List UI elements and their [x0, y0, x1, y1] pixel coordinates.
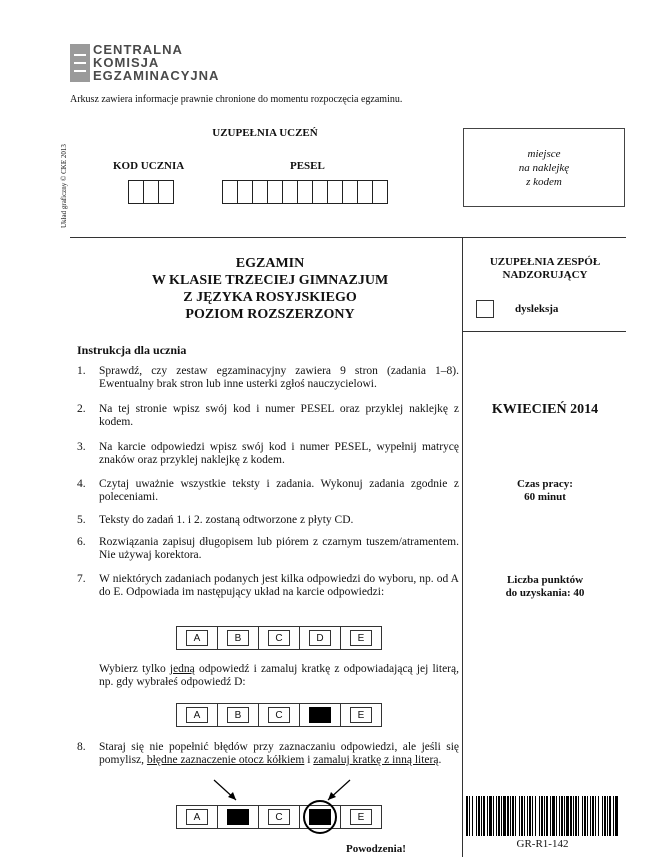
pesel-digit-box[interactable]: [237, 180, 252, 204]
barcode-bar: [476, 796, 477, 836]
instruction-7-followup: [99, 663, 459, 689]
barcode-bar: [519, 796, 520, 836]
barcode-bar: [570, 796, 572, 836]
answer-cell: [176, 626, 217, 650]
barcode-bar: [527, 796, 528, 836]
answer-letter: E: [350, 707, 372, 723]
barcode-bar: [483, 796, 485, 836]
barcode-bar: [535, 796, 536, 836]
answer-cell: [217, 626, 258, 650]
logo-line: EGZAMINACYJNA: [93, 68, 220, 83]
barcode-bar: [493, 796, 494, 836]
answer-cell-filled: [299, 703, 340, 727]
barcode-bar: [541, 796, 543, 836]
code-digit-box[interactable]: [158, 180, 174, 204]
good-luck-text: Powodzenia!: [346, 843, 406, 855]
barcode-bar: [566, 796, 569, 836]
barcode-bar: [487, 796, 488, 836]
barcode-bar: [521, 796, 523, 836]
time-line: Czas pracy:: [517, 478, 573, 490]
item-text: Na karcie odpowiedzi wpisz swój kod i numer PESEL, wypełnij matrycę znaków oraz przyklej naklejkę z kodem.: [99, 441, 459, 466]
text-span: Wybierz tylko: [99, 663, 170, 675]
item-number: 1.: [77, 365, 86, 377]
item-number: 2.: [77, 403, 86, 415]
barcode-bar: [592, 796, 594, 836]
answer-cell: [258, 626, 299, 650]
pesel-digit-box[interactable]: [222, 180, 237, 204]
logo-line: CENTRALNA: [93, 42, 183, 57]
underlined-text: zamaluj kratkę z inną literą: [313, 754, 439, 766]
barcode-bar: [578, 796, 579, 836]
cke-logo-icon: [70, 44, 90, 82]
exam-title-line: EGZAMIN: [235, 256, 305, 271]
barcode-bar: [546, 796, 548, 836]
answer-letter: B: [227, 630, 249, 646]
answer-letter: C: [268, 707, 290, 723]
points-line: do uzyskania: 40: [505, 587, 585, 599]
answer-cell-filled: [217, 805, 258, 829]
pesel-digit-box[interactable]: [252, 180, 267, 204]
dyslexia-checkbox[interactable]: [476, 300, 494, 318]
item-text: Czytaj uważnie wszystkie teksty i zadania. Wykonuj zadania zgodnie z poleceniami.: [99, 478, 459, 503]
barcode-bar: [561, 796, 563, 836]
answer-letter: E: [350, 630, 372, 646]
pesel-digit-box[interactable]: [282, 180, 297, 204]
barcode-bar: [496, 796, 497, 836]
exam-date: KWIECIEŃ 2014: [491, 402, 599, 417]
exam-title: [90, 255, 450, 323]
answer-example-empty: [176, 626, 382, 650]
pesel-label: PESEL: [290, 160, 325, 172]
answer-cell: [217, 703, 258, 727]
answer-cell-circled: [299, 805, 340, 829]
barcode-bar: [510, 796, 511, 836]
legal-notice: Arkusz zawiera informacje prawnie chronione do momentu rozpoczęcia egzaminu.: [70, 94, 403, 105]
answer-letter: B: [227, 707, 249, 723]
barcode-bar: [609, 796, 611, 836]
barcode-bar: [604, 796, 606, 836]
barcode-bar: [529, 796, 531, 836]
answer-cell: [258, 805, 299, 829]
item-number: 3.: [77, 441, 86, 453]
answer-letter: A: [186, 809, 208, 825]
barcode-bar: [595, 796, 596, 836]
answer-letter: A: [186, 707, 208, 723]
answer-example-corrected: [176, 805, 382, 829]
item-text: Rozwiązania zapisuj długopisem lub piórem z czarnym tuszem/atramentem. Nie używaj korektora.: [99, 536, 459, 561]
barcode-bar: [503, 796, 506, 836]
barcode-bar: [575, 796, 577, 836]
divider: [70, 237, 626, 238]
barcode-bar: [590, 796, 591, 836]
item-number: 7.: [77, 573, 86, 585]
barcode-bar: [573, 796, 574, 836]
item-number: 4.: [77, 478, 86, 490]
barcode-bar: [515, 796, 516, 836]
barcode-bar: [481, 796, 482, 836]
barcode-bar: [582, 796, 583, 836]
barcode-bar: [615, 796, 618, 836]
answer-cell: [176, 703, 217, 727]
item-text: Na tej stronie wpisz swój kod i numer PESEL oraz przyklej naklejkę z kodem.: [99, 403, 459, 428]
barcode-bar: [559, 796, 560, 836]
item-number: 5.: [77, 514, 86, 526]
answer-example-filled: [176, 703, 382, 727]
supervisors-heading: [465, 256, 625, 282]
time-line: 60 minut: [524, 491, 566, 503]
answer-cell: [340, 805, 382, 829]
pesel-digit-box[interactable]: [342, 180, 357, 204]
answer-letter: C: [268, 630, 290, 646]
text-span: Staraj się nie popełnić błędów przy zaznaczaniu odpowiedzi, ale jeśli się pomylisz,: [99, 741, 459, 766]
answer-letter: C: [268, 809, 290, 825]
student-heading: UZUPEŁNIA UCZEŃ: [212, 127, 318, 139]
barcode-bar: [556, 796, 557, 836]
answer-letter: E: [350, 809, 372, 825]
cke-logo-text: [93, 43, 219, 82]
item-number: 8.: [77, 741, 86, 753]
barcode-icon: [466, 796, 619, 836]
barcode-bar: [584, 796, 586, 836]
pesel-digit-box[interactable]: [327, 180, 342, 204]
text-span: .: [438, 754, 442, 766]
time-info: [465, 478, 625, 504]
answer-cell: [258, 703, 299, 727]
divider: [463, 331, 626, 332]
barcode-bar: [587, 796, 588, 836]
barcode-bar: [466, 796, 468, 836]
student-code-boxes[interactable]: [128, 180, 174, 204]
circle-mark: [303, 800, 337, 834]
sticker-line: z kodem: [526, 175, 562, 188]
pesel-digit-box[interactable]: [312, 180, 327, 204]
exam-title-line: Z JĘZYKA ROSYJSKIEGO: [183, 290, 357, 305]
points-line: Liczba punktów: [506, 574, 584, 586]
barcode-bar: [524, 796, 525, 836]
barcode-bar: [550, 796, 551, 836]
barcode-bar: [602, 796, 603, 836]
pesel-digit-box[interactable]: [357, 180, 372, 204]
answer-cell: [340, 626, 382, 650]
column-divider: [462, 237, 463, 857]
points-info: [465, 574, 625, 600]
item-number: 6.: [77, 536, 86, 548]
barcode-bar: [507, 796, 509, 836]
sticker-line: miejsce: [527, 147, 561, 160]
text-span: i: [304, 754, 314, 766]
code-digit-box[interactable]: [128, 180, 143, 204]
barcode-bar: [539, 796, 540, 836]
barcode-bar: [613, 796, 614, 836]
barcode-bar: [512, 796, 514, 836]
supervisors-heading-line: UZUPEŁNIA ZESPÓŁ: [489, 256, 601, 268]
barcode-bar: [552, 796, 555, 836]
barcode-bar: [501, 796, 502, 836]
exam-title-line: POZIOM ROZSZERZONY: [185, 307, 355, 322]
barcode-bar: [489, 796, 492, 836]
pesel-digit-box[interactable]: [267, 180, 282, 204]
pesel-digit-box[interactable]: [372, 180, 388, 204]
sticker-line: na naklejkę: [518, 161, 570, 174]
answer-cell: [176, 805, 217, 829]
exam-title-line: W KLASIE TRZECIEJ GIMNAZJUM: [151, 273, 389, 288]
supervisors-heading-line: NADZORUJĄCY: [502, 269, 588, 281]
barcode-bar: [498, 796, 500, 836]
answer-letter: D: [309, 630, 331, 646]
answer-cell: [299, 626, 340, 650]
pesel-digit-box[interactable]: [297, 180, 312, 204]
barcode-bar: [544, 796, 545, 836]
text-span: odpowiedź i zamaluj kratkę z odpowiadającą jej literą, np. gdy wybrałeś odpowiedź D:: [99, 663, 459, 688]
filled-mark: [227, 809, 249, 825]
barcode-bar: [598, 796, 599, 836]
barcode-bar: [564, 796, 565, 836]
barcode-bar: [478, 796, 480, 836]
underlined-text: jedną: [169, 663, 195, 675]
barcode-bar: [469, 796, 470, 836]
item-text: Sprawdź, czy zestaw egzaminacyjny zawiera 9 stron (zadania 1–8). Ewentualny brak stron lub inne usterki zgłoś nauczycielowi.: [99, 365, 459, 390]
instructions-heading: Instrukcja dla ucznia: [77, 343, 187, 357]
barcode-bar: [607, 796, 608, 836]
sticker-box: [463, 128, 625, 207]
item-text: Teksty do zadań 1. i 2. zostaną odtworzone z płyty CD.: [99, 514, 354, 526]
dyslexia-label: dysleksja: [515, 303, 559, 315]
copyright-side-label: Układ graficzny © CKE 2013: [60, 144, 68, 228]
pesel-boxes[interactable]: [222, 180, 388, 204]
barcode-bar: [532, 796, 533, 836]
code-digit-box[interactable]: [143, 180, 158, 204]
item-text: W niektórych zadaniach podanych jest kilka odpowiedzi do wyboru, np. od A do E. Odpowiada im następujący układ na karcie odpowiedzi:: [99, 573, 459, 598]
filled-mark: [309, 707, 331, 723]
item-text: [99, 741, 459, 767]
barcode-bar: [472, 796, 473, 836]
barcode-text: GR-R1-142: [516, 838, 569, 850]
answer-letter: A: [186, 630, 208, 646]
logo-line: KOMISJA: [93, 55, 160, 70]
answer-cell: [340, 703, 382, 727]
underlined-text: błędne zaznaczenie otocz kółkiem: [146, 754, 305, 766]
student-code-label: KOD UCZNIA: [113, 160, 185, 172]
